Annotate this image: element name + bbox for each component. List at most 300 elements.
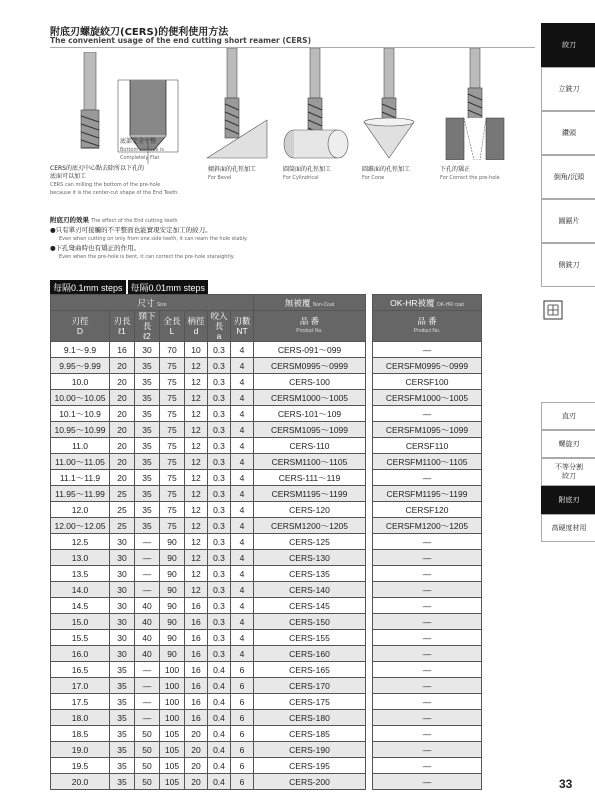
cell-shank-diameter: 12 xyxy=(185,454,208,470)
cell-neck-length: 50 xyxy=(135,742,160,758)
side-nav-item[interactable]: 直刃 xyxy=(541,402,595,430)
cell-product-no-uncoated: CERS-165 xyxy=(254,662,366,678)
cell-product-no-okhr: — xyxy=(373,646,482,662)
uncoated-header xyxy=(254,295,366,311)
cell-diameter: 11.1～11.9 xyxy=(51,470,110,486)
cell-flute-count: 4 xyxy=(231,454,254,470)
cell-chamfer-length: 0.4 xyxy=(208,662,231,678)
product-no-header xyxy=(254,311,366,342)
cell-chamfer-length: 0.3 xyxy=(208,438,231,454)
cylindrical-caption-en: For Cylindrical xyxy=(283,175,319,181)
cell-chamfer-length: 0.3 xyxy=(208,566,231,582)
cell-flute-length: 20 xyxy=(110,358,135,374)
cell-overall-length: 75 xyxy=(160,454,185,470)
column-header xyxy=(185,311,208,342)
product-no-header-en: Product No. xyxy=(296,328,323,334)
cell-flute-count: 6 xyxy=(231,662,254,678)
cell-product-no-okhr: — xyxy=(373,678,482,694)
okhr-header-zh: OK-HR被覆 xyxy=(390,297,435,308)
cell-chamfer-length: 0.3 xyxy=(208,342,231,358)
cell-overall-length: 90 xyxy=(160,646,185,662)
cell-overall-length: 100 xyxy=(160,678,185,694)
cell-shank-diameter: 16 xyxy=(185,694,208,710)
cell-flute-count: 4 xyxy=(231,422,254,438)
cell-neck-length: — xyxy=(135,566,160,582)
cell-overall-length: 100 xyxy=(160,694,185,710)
cell-shank-diameter: 16 xyxy=(185,630,208,646)
table-row xyxy=(51,390,482,406)
cell-shank-diameter: 12 xyxy=(185,390,208,406)
cell-product-no-okhr: — xyxy=(373,406,482,422)
column-gap xyxy=(366,550,373,566)
cell-chamfer-length: 0.4 xyxy=(208,694,231,710)
step-tabs xyxy=(50,280,208,295)
table-row xyxy=(51,534,482,550)
cell-flute-count: 4 xyxy=(231,646,254,662)
cell-overall-length: 105 xyxy=(160,742,185,758)
tab-0-1mm-steps[interactable]: 每隔0.1mm steps xyxy=(50,280,126,295)
column-header-symbol: L xyxy=(169,326,175,336)
spec-table xyxy=(50,294,482,790)
column-header xyxy=(208,311,231,342)
cell-product-no-uncoated: CERS-175 xyxy=(254,694,366,710)
cell-diameter: 19.0 xyxy=(51,742,110,758)
product-no-header-en: Product No. xyxy=(413,328,441,334)
cell-shank-diameter: 12 xyxy=(185,518,208,534)
page-subtitle: The convenient usage of the end cutting short reamer (CERS) xyxy=(50,36,311,45)
cell-chamfer-length: 0.3 xyxy=(208,486,231,502)
table-row xyxy=(51,774,482,790)
table-row xyxy=(51,374,482,390)
side-nav-item[interactable]: 附底刃 xyxy=(541,486,595,514)
cone-caption xyxy=(362,166,410,182)
column-header-symbol: a xyxy=(216,331,222,341)
table-row xyxy=(51,486,482,502)
cell-overall-length: 75 xyxy=(160,502,185,518)
cell-flute-length: 20 xyxy=(110,422,135,438)
side-nav-item[interactable]: 不等分割 絞刀 xyxy=(541,458,595,486)
cell-flute-count: 4 xyxy=(231,566,254,582)
cell-neck-length: 40 xyxy=(135,646,160,662)
side-nav-item[interactable]: 圓鋸片 xyxy=(541,199,595,243)
grid-icon xyxy=(543,300,563,320)
cell-overall-length: 75 xyxy=(160,486,185,502)
uncoated-header-en: Non-Coat xyxy=(312,301,335,308)
cell-diameter: 12.00～12.05 xyxy=(51,518,110,534)
bullet-icon: ● xyxy=(50,226,56,234)
cell-overall-length: 75 xyxy=(160,422,185,438)
column-gap xyxy=(366,295,373,311)
column-header-zh: 全長 xyxy=(163,316,181,326)
cell-flute-count: 4 xyxy=(231,598,254,614)
tab-0-01mm-steps[interactable]: 每隔0.01mm steps xyxy=(128,280,209,295)
cell-flute-count: 6 xyxy=(231,678,254,694)
cylindrical-illustration xyxy=(282,48,352,160)
cell-product-no-okhr: — xyxy=(373,566,482,582)
cell-diameter: 10.00～10.05 xyxy=(51,390,110,406)
cell-overall-length: 105 xyxy=(160,758,185,774)
cell-overall-length: 90 xyxy=(160,534,185,550)
table-row xyxy=(51,726,482,742)
cell-diameter: 11.0 xyxy=(51,438,110,454)
cell-flute-length: 35 xyxy=(110,758,135,774)
cell-product-no-okhr: — xyxy=(373,726,482,742)
cell-neck-length: — xyxy=(135,550,160,566)
cell-chamfer-length: 0.3 xyxy=(208,582,231,598)
cell-overall-length: 90 xyxy=(160,630,185,646)
flat-label-en-2: Completely Flat xyxy=(120,155,160,161)
cell-neck-length: 40 xyxy=(135,630,160,646)
column-header xyxy=(160,311,185,342)
cell-product-no-okhr: CERSFM1095～1099 xyxy=(373,422,482,438)
correct-caption-zh: 下孔的矯正 xyxy=(440,166,471,173)
cell-product-no-okhr: — xyxy=(373,614,482,630)
cell-product-no-uncoated: CERS-195 xyxy=(254,758,366,774)
cell-chamfer-length: 0.4 xyxy=(208,742,231,758)
cell-product-no-uncoated: CERS-170 xyxy=(254,678,366,694)
cell-flute-count: 4 xyxy=(231,358,254,374)
cell-flute-length: 30 xyxy=(110,598,135,614)
uncoated-header-zh: 無被覆 xyxy=(284,297,311,308)
cell-neck-length: — xyxy=(135,678,160,694)
cell-product-no-okhr: — xyxy=(373,774,482,790)
cell-flute-length: 30 xyxy=(110,566,135,582)
cell-shank-diameter: 12 xyxy=(185,358,208,374)
cell-shank-diameter: 12 xyxy=(185,502,208,518)
cell-product-no-okhr: — xyxy=(373,534,482,550)
cell-diameter: 14.5 xyxy=(51,598,110,614)
cell-product-no-okhr: — xyxy=(373,758,482,774)
column-gap xyxy=(366,662,373,678)
cell-product-no-uncoated: CERS-155 xyxy=(254,630,366,646)
cell-flute-count: 4 xyxy=(231,534,254,550)
cell-diameter: 14.0 xyxy=(51,582,110,598)
table-row xyxy=(51,518,482,534)
cone-caption-en: For Cone xyxy=(362,175,385,181)
column-header-zh: 刃數 xyxy=(233,316,251,326)
cell-product-no-uncoated: CERSM1100～1105 xyxy=(254,454,366,470)
cell-flute-count: 6 xyxy=(231,710,254,726)
correct-caption-en: For Correct the pre-hole xyxy=(440,175,500,181)
table-row xyxy=(51,710,482,726)
cell-overall-length: 75 xyxy=(160,406,185,422)
cell-product-no-uncoated: CERSM1195～1199 xyxy=(254,486,366,502)
side-nav-item[interactable]: 側銑刀 xyxy=(541,243,595,287)
cell-product-no-uncoated: CERS-110 xyxy=(254,438,366,454)
main-caption xyxy=(50,165,179,197)
cell-product-no-uncoated: CERS-111～119 xyxy=(254,470,366,486)
cell-diameter: 9.95～9.99 xyxy=(51,358,110,374)
column-gap xyxy=(366,374,373,390)
cell-diameter: 13.0 xyxy=(51,550,110,566)
cell-chamfer-length: 0.3 xyxy=(208,550,231,566)
cell-flute-count: 4 xyxy=(231,390,254,406)
product-no-header-zh: 品 番 xyxy=(299,316,320,326)
column-gap xyxy=(366,311,373,342)
column-gap xyxy=(366,630,373,646)
table-row xyxy=(51,758,482,774)
table-row xyxy=(51,598,482,614)
column-header-zh: 刃長 xyxy=(113,316,131,326)
cell-shank-diameter: 12 xyxy=(185,438,208,454)
cell-overall-length: 75 xyxy=(160,390,185,406)
cell-shank-diameter: 20 xyxy=(185,726,208,742)
table-row xyxy=(51,630,482,646)
okhr-header xyxy=(373,295,482,311)
effect-bullet-2-en: Even when the pre-hole is bent, it can correct the pre-hole staraightly. xyxy=(59,254,235,260)
cylindrical-caption xyxy=(283,166,331,182)
cell-diameter: 17.0 xyxy=(51,678,110,694)
cell-product-no-uncoated: CERS-160 xyxy=(254,646,366,662)
cell-flute-count: 4 xyxy=(231,406,254,422)
cell-overall-length: 100 xyxy=(160,662,185,678)
cell-chamfer-length: 0.3 xyxy=(208,390,231,406)
column-gap xyxy=(366,438,373,454)
column-gap xyxy=(366,502,373,518)
cell-shank-diameter: 12 xyxy=(185,486,208,502)
page-number: 33 xyxy=(559,777,573,791)
cell-product-no-okhr: — xyxy=(373,630,482,646)
cell-diameter: 18.5 xyxy=(51,726,110,742)
cell-neck-length: 35 xyxy=(135,486,160,502)
side-nav-item[interactable]: 高硬度材用 xyxy=(541,514,595,542)
cell-product-no-okhr: CERSFM1000～1005 xyxy=(373,390,482,406)
cell-chamfer-length: 0.4 xyxy=(208,774,231,790)
cell-diameter: 18.0 xyxy=(51,710,110,726)
bullet-icon: ● xyxy=(50,244,56,252)
cell-shank-diameter: 12 xyxy=(185,374,208,390)
cell-product-no-uncoated: CERS-135 xyxy=(254,566,366,582)
cell-chamfer-length: 0.3 xyxy=(208,614,231,630)
cell-product-no-uncoated: CERS-125 xyxy=(254,534,366,550)
cone-caption-zh: 圓錐面的孔徑加工 xyxy=(362,166,411,173)
effect-bullet-1: 只有單刃可接觸的不平整面也能實現安定加工的絞刀。 xyxy=(55,226,212,234)
column-gap xyxy=(366,758,373,774)
column-gap xyxy=(366,406,373,422)
column-header-symbol: D xyxy=(76,326,84,336)
cell-product-no-uncoated: CERS-185 xyxy=(254,726,366,742)
cell-shank-diameter: 12 xyxy=(185,406,208,422)
cell-overall-length: 90 xyxy=(160,582,185,598)
cell-diameter: 15.0 xyxy=(51,614,110,630)
table-row xyxy=(51,582,482,598)
column-gap xyxy=(366,566,373,582)
product-no-header-zh: 品 番 xyxy=(417,316,437,326)
cell-overall-length: 90 xyxy=(160,566,185,582)
cell-product-no-uncoated: CERS-091～099 xyxy=(254,342,366,358)
column-gap xyxy=(366,486,373,502)
cell-neck-length: 50 xyxy=(135,726,160,742)
cell-product-no-okhr: — xyxy=(373,470,482,486)
cell-neck-length: 35 xyxy=(135,438,160,454)
cell-overall-length: 75 xyxy=(160,438,185,454)
cell-flute-length: 20 xyxy=(110,470,135,486)
cell-diameter: 20.0 xyxy=(51,774,110,790)
cell-product-no-uncoated: CERS-180 xyxy=(254,710,366,726)
column-gap xyxy=(366,726,373,742)
cell-flute-length: 20 xyxy=(110,374,135,390)
cell-product-no-uncoated: CERSM0995～0999 xyxy=(254,358,366,374)
cell-flute-count: 6 xyxy=(231,774,254,790)
column-header-row xyxy=(51,311,482,342)
cell-neck-length: — xyxy=(135,582,160,598)
cell-shank-diameter: 20 xyxy=(185,774,208,790)
size-header-en: Size xyxy=(156,301,167,308)
flat-label-en-1: Bottom surface is xyxy=(120,147,164,153)
cell-neck-length: 40 xyxy=(135,598,160,614)
table-row xyxy=(51,614,482,630)
cell-overall-length: 100 xyxy=(160,710,185,726)
cell-overall-length: 75 xyxy=(160,470,185,486)
column-gap xyxy=(366,694,373,710)
effect-title: 附底刃的效果 xyxy=(50,216,89,224)
effect-bullet-1-en: Even when cutting on only from one side teeth, it can ream the hole stably. xyxy=(59,236,248,242)
column-gap xyxy=(366,390,373,406)
cell-flute-length: 35 xyxy=(110,742,135,758)
cell-product-no-okhr: CERSF110 xyxy=(373,438,482,454)
cell-overall-length: 105 xyxy=(160,774,185,790)
column-gap xyxy=(366,774,373,790)
cell-neck-length: 30 xyxy=(135,342,160,358)
cell-flute-length: 30 xyxy=(110,630,135,646)
cell-overall-length: 75 xyxy=(160,358,185,374)
page-title: 附底刃螺旋絞刀(CERS)的便利使用方法 xyxy=(50,27,229,38)
cell-flute-length: 25 xyxy=(110,486,135,502)
cell-product-no-okhr: — xyxy=(373,598,482,614)
side-nav-item[interactable]: 絞刀 xyxy=(541,23,595,67)
cell-shank-diameter: 12 xyxy=(185,470,208,486)
side-nav-item[interactable]: 立銑刀 xyxy=(541,67,595,111)
table-row xyxy=(51,470,482,486)
cell-flute-count: 4 xyxy=(231,374,254,390)
table-row xyxy=(51,502,482,518)
cell-chamfer-length: 0.4 xyxy=(208,758,231,774)
cell-shank-diameter: 10 xyxy=(185,342,208,358)
cell-neck-length: 35 xyxy=(135,470,160,486)
cell-flute-length: 30 xyxy=(110,550,135,566)
cell-neck-length: 35 xyxy=(135,422,160,438)
column-header xyxy=(51,311,110,342)
table-row xyxy=(51,646,482,662)
flat-label-zh: 底部完全平整 xyxy=(120,138,157,145)
column-gap xyxy=(366,614,373,630)
cell-neck-length: 35 xyxy=(135,374,160,390)
cell-overall-length: 90 xyxy=(160,614,185,630)
cell-shank-diameter: 20 xyxy=(185,758,208,774)
cell-flute-length: 35 xyxy=(110,710,135,726)
cell-neck-length: — xyxy=(135,662,160,678)
cell-flute-count: 6 xyxy=(231,726,254,742)
side-nav-item[interactable]: 螺旋刃 xyxy=(541,430,595,458)
cell-chamfer-length: 0.3 xyxy=(208,374,231,390)
cell-product-no-okhr: CERSFM1195～1199 xyxy=(373,486,482,502)
column-header-zh: 柄徑 xyxy=(187,316,205,326)
cell-flute-count: 4 xyxy=(231,470,254,486)
flat-label-box xyxy=(120,138,164,162)
cell-shank-diameter: 12 xyxy=(185,422,208,438)
side-nav-item[interactable]: 倒角/沉頭 xyxy=(541,155,595,199)
cell-chamfer-length: 0.3 xyxy=(208,518,231,534)
table-row xyxy=(51,422,482,438)
cell-flute-count: 4 xyxy=(231,630,254,646)
cell-neck-length: 35 xyxy=(135,406,160,422)
bevel-caption-zh: 傾斜面的孔徑加工 xyxy=(208,166,257,173)
cell-flute-length: 30 xyxy=(110,646,135,662)
cell-product-no-uncoated: CERSM1200～1205 xyxy=(254,518,366,534)
cell-flute-length: 16 xyxy=(110,342,135,358)
column-gap xyxy=(366,422,373,438)
table-row xyxy=(51,454,482,470)
cell-flute-length: 25 xyxy=(110,518,135,534)
table-row xyxy=(51,342,482,358)
column-header-symbol: ℓ1 xyxy=(118,326,126,336)
cell-diameter: 17.5 xyxy=(51,694,110,710)
cell-flute-count: 6 xyxy=(231,694,254,710)
effect-section xyxy=(50,216,248,262)
cell-chamfer-length: 0.3 xyxy=(208,358,231,374)
cell-overall-length: 90 xyxy=(160,598,185,614)
cell-flute-length: 35 xyxy=(110,662,135,678)
bevel-caption-en: For Bevel xyxy=(208,175,232,181)
column-header xyxy=(231,311,254,342)
cell-product-no-uncoated: CERS-130 xyxy=(254,550,366,566)
cell-flute-length: 30 xyxy=(110,534,135,550)
column-gap xyxy=(366,454,373,470)
cell-chamfer-length: 0.3 xyxy=(208,630,231,646)
cell-shank-diameter: 12 xyxy=(185,582,208,598)
main-caption-zh-2: 底面可以加工 xyxy=(50,173,87,180)
spec-table-body xyxy=(51,342,482,790)
table-row xyxy=(51,358,482,374)
effect-title-en: The effect of the End cutting teeth xyxy=(91,218,178,224)
cell-neck-length: 35 xyxy=(135,390,160,406)
cell-product-no-okhr: CERSFM1100～1105 xyxy=(373,454,482,470)
okhr-header-en: OK-HR coat xyxy=(436,301,464,308)
cell-overall-length: 90 xyxy=(160,550,185,566)
cell-chamfer-length: 0.4 xyxy=(208,710,231,726)
cell-chamfer-length: 0.3 xyxy=(208,406,231,422)
cell-product-no-okhr: CERSFM1200～1205 xyxy=(373,518,482,534)
cell-diameter: 15.5 xyxy=(51,630,110,646)
column-header-symbol: ℓ2 xyxy=(143,331,151,341)
cell-flute-count: 4 xyxy=(231,518,254,534)
cell-product-no-okhr: — xyxy=(373,342,482,358)
cell-flute-count: 4 xyxy=(231,502,254,518)
cell-product-no-uncoated: CERSM1000～1005 xyxy=(254,390,366,406)
main-caption-zh-1: CERS的底刃中心點去除所以下孔的 xyxy=(50,165,144,172)
column-gap xyxy=(366,534,373,550)
column-header-zh: 刃徑 xyxy=(71,316,89,326)
size-header-zh: 尺寸 xyxy=(137,297,155,308)
cell-flute-length: 35 xyxy=(110,774,135,790)
cell-chamfer-length: 0.4 xyxy=(208,726,231,742)
product-no-header xyxy=(373,311,482,342)
cell-overall-length: 70 xyxy=(160,342,185,358)
cell-flute-length: 30 xyxy=(110,582,135,598)
cell-flute-length: 25 xyxy=(110,502,135,518)
cell-chamfer-length: 0.3 xyxy=(208,502,231,518)
cell-product-no-okhr: CERSFM0995～0999 xyxy=(373,358,482,374)
side-nav-item[interactable]: 鑽頭 xyxy=(541,111,595,155)
column-gap xyxy=(366,598,373,614)
cell-chamfer-length: 0.4 xyxy=(208,678,231,694)
cell-flute-length: 35 xyxy=(110,726,135,742)
cell-diameter: 9.1～9.9 xyxy=(51,342,110,358)
cell-overall-length: 105 xyxy=(160,726,185,742)
cell-shank-diameter: 16 xyxy=(185,662,208,678)
cell-flute-length: 20 xyxy=(110,454,135,470)
cell-flute-count: 6 xyxy=(231,742,254,758)
